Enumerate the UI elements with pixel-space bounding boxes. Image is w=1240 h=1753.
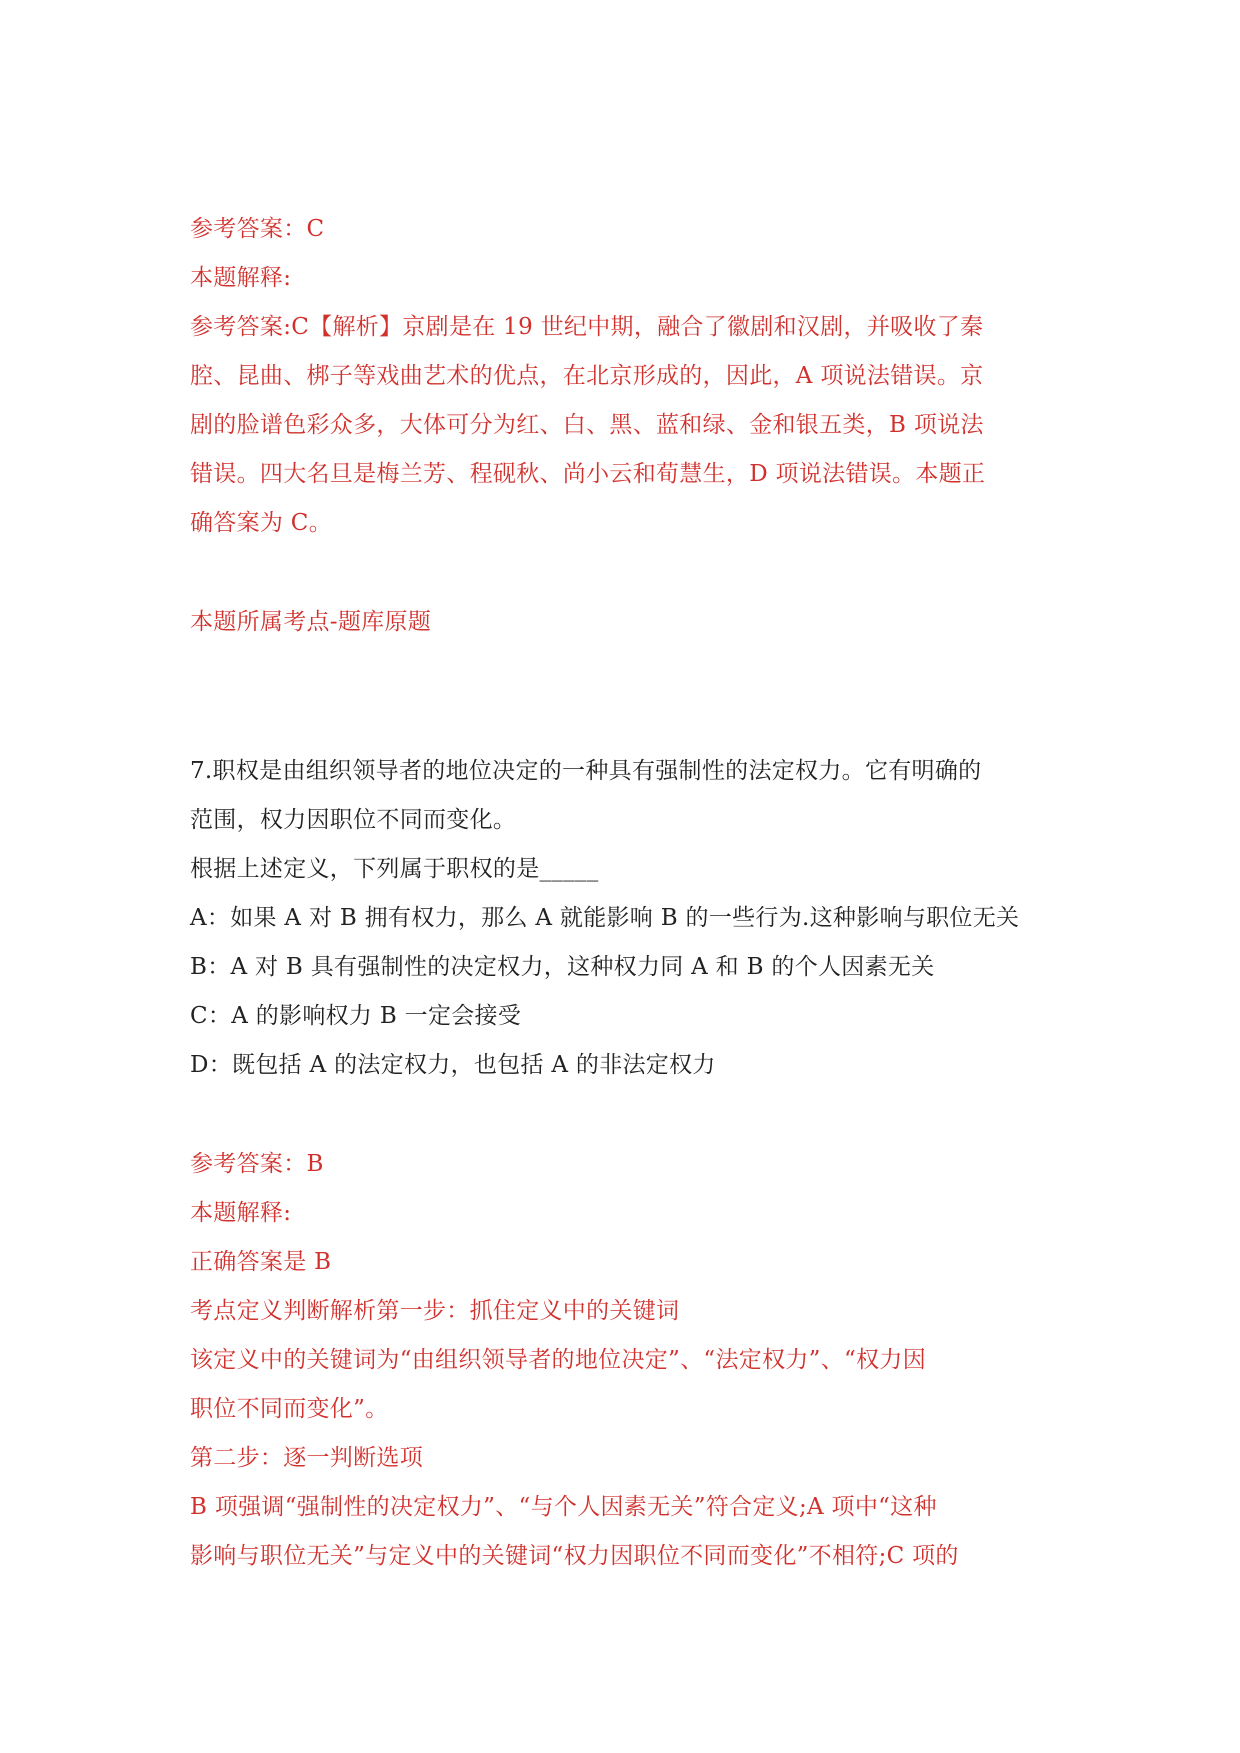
q7-explain-label: 本题解释: xyxy=(190,1200,292,1226)
q7-explain-line: 职位不同而变化”。 xyxy=(190,1396,389,1422)
q7-explain-line: 该定义中的关键词为“由组织领导者的地位决定”、“法定权力”、“权力因 xyxy=(190,1347,926,1373)
q6-topic: 本题所属考点-题库原题 xyxy=(190,609,432,635)
q6-answer: 参考答案：C xyxy=(190,216,325,242)
q7-explain-line: 考点定义判断解析第一步：抓住定义中的关键词 xyxy=(190,1298,680,1324)
q6-explanation xyxy=(190,303,1060,548)
q6-explain-line: 参考答案:C【解析】京剧是在 19 世纪中期，融合了徽剧和汉剧，并吸收了秦 xyxy=(190,314,984,340)
q7-option-a: A：如果 A 对 B 拥有权力，那么 A 就能影响 B 的一些行为.这种影响与职位无关 xyxy=(190,905,1020,931)
q7-option-c: C：A 的影响权力 B 一定会接受 xyxy=(190,1003,522,1029)
q7-explain-line: 影响与职位无关”与定义中的关键词“权力因职位不同而变化”不相符;C 项的 xyxy=(190,1543,959,1569)
q7-explain-line: B 项强调“强制性的决定权力”、“与个人因素无关”符合定义;A 项中“这种 xyxy=(190,1494,937,1520)
q7-option-d: D：既包括 A 的法定权力，也包括 A 的非法定权力 xyxy=(190,1052,716,1078)
q7-options xyxy=(190,894,1060,1090)
q7-explain-line: 第二步：逐一判断选项 xyxy=(190,1445,423,1471)
q6-explain-line: 剧的脸谱色彩众多，大体可分为红、白、黑、蓝和绿、金和银五类，B 项说法 xyxy=(190,412,984,438)
q6-explain-line: 腔、昆曲、梆子等戏曲艺术的优点，在北京形成的，因此，A 项说法错误。京 xyxy=(190,363,984,389)
q7-option-b: B：A 对 B 具有强制性的决定权力，这种权力同 A 和 B 的个人因素无关 xyxy=(190,954,935,980)
q6-explain-label: 本题解释: xyxy=(190,265,292,291)
page-content xyxy=(190,205,1060,1581)
q6-explain-line: 确答案为 C。 xyxy=(190,510,333,536)
q7-stem xyxy=(190,747,1060,845)
q7-stem-line: 7.职权是由组织领导者的地位决定的一种具有强制性的法定权力。它有明确的 xyxy=(190,758,982,784)
q6-explain-line: 错误。四大名旦是梅兰芳、程砚秋、尚小云和荀慧生，D 项说法错误。本题正 xyxy=(190,461,986,487)
q7-explanation xyxy=(190,1238,1060,1581)
q7-prompt: 根据上述定义，下列属于职权的是_____ xyxy=(190,856,599,882)
q7-stem-line: 范围，权力因职位不同而变化。 xyxy=(190,807,517,833)
q7-explain-line: 正确答案是 B xyxy=(190,1249,332,1275)
q7-answer: 参考答案：B xyxy=(190,1151,324,1177)
